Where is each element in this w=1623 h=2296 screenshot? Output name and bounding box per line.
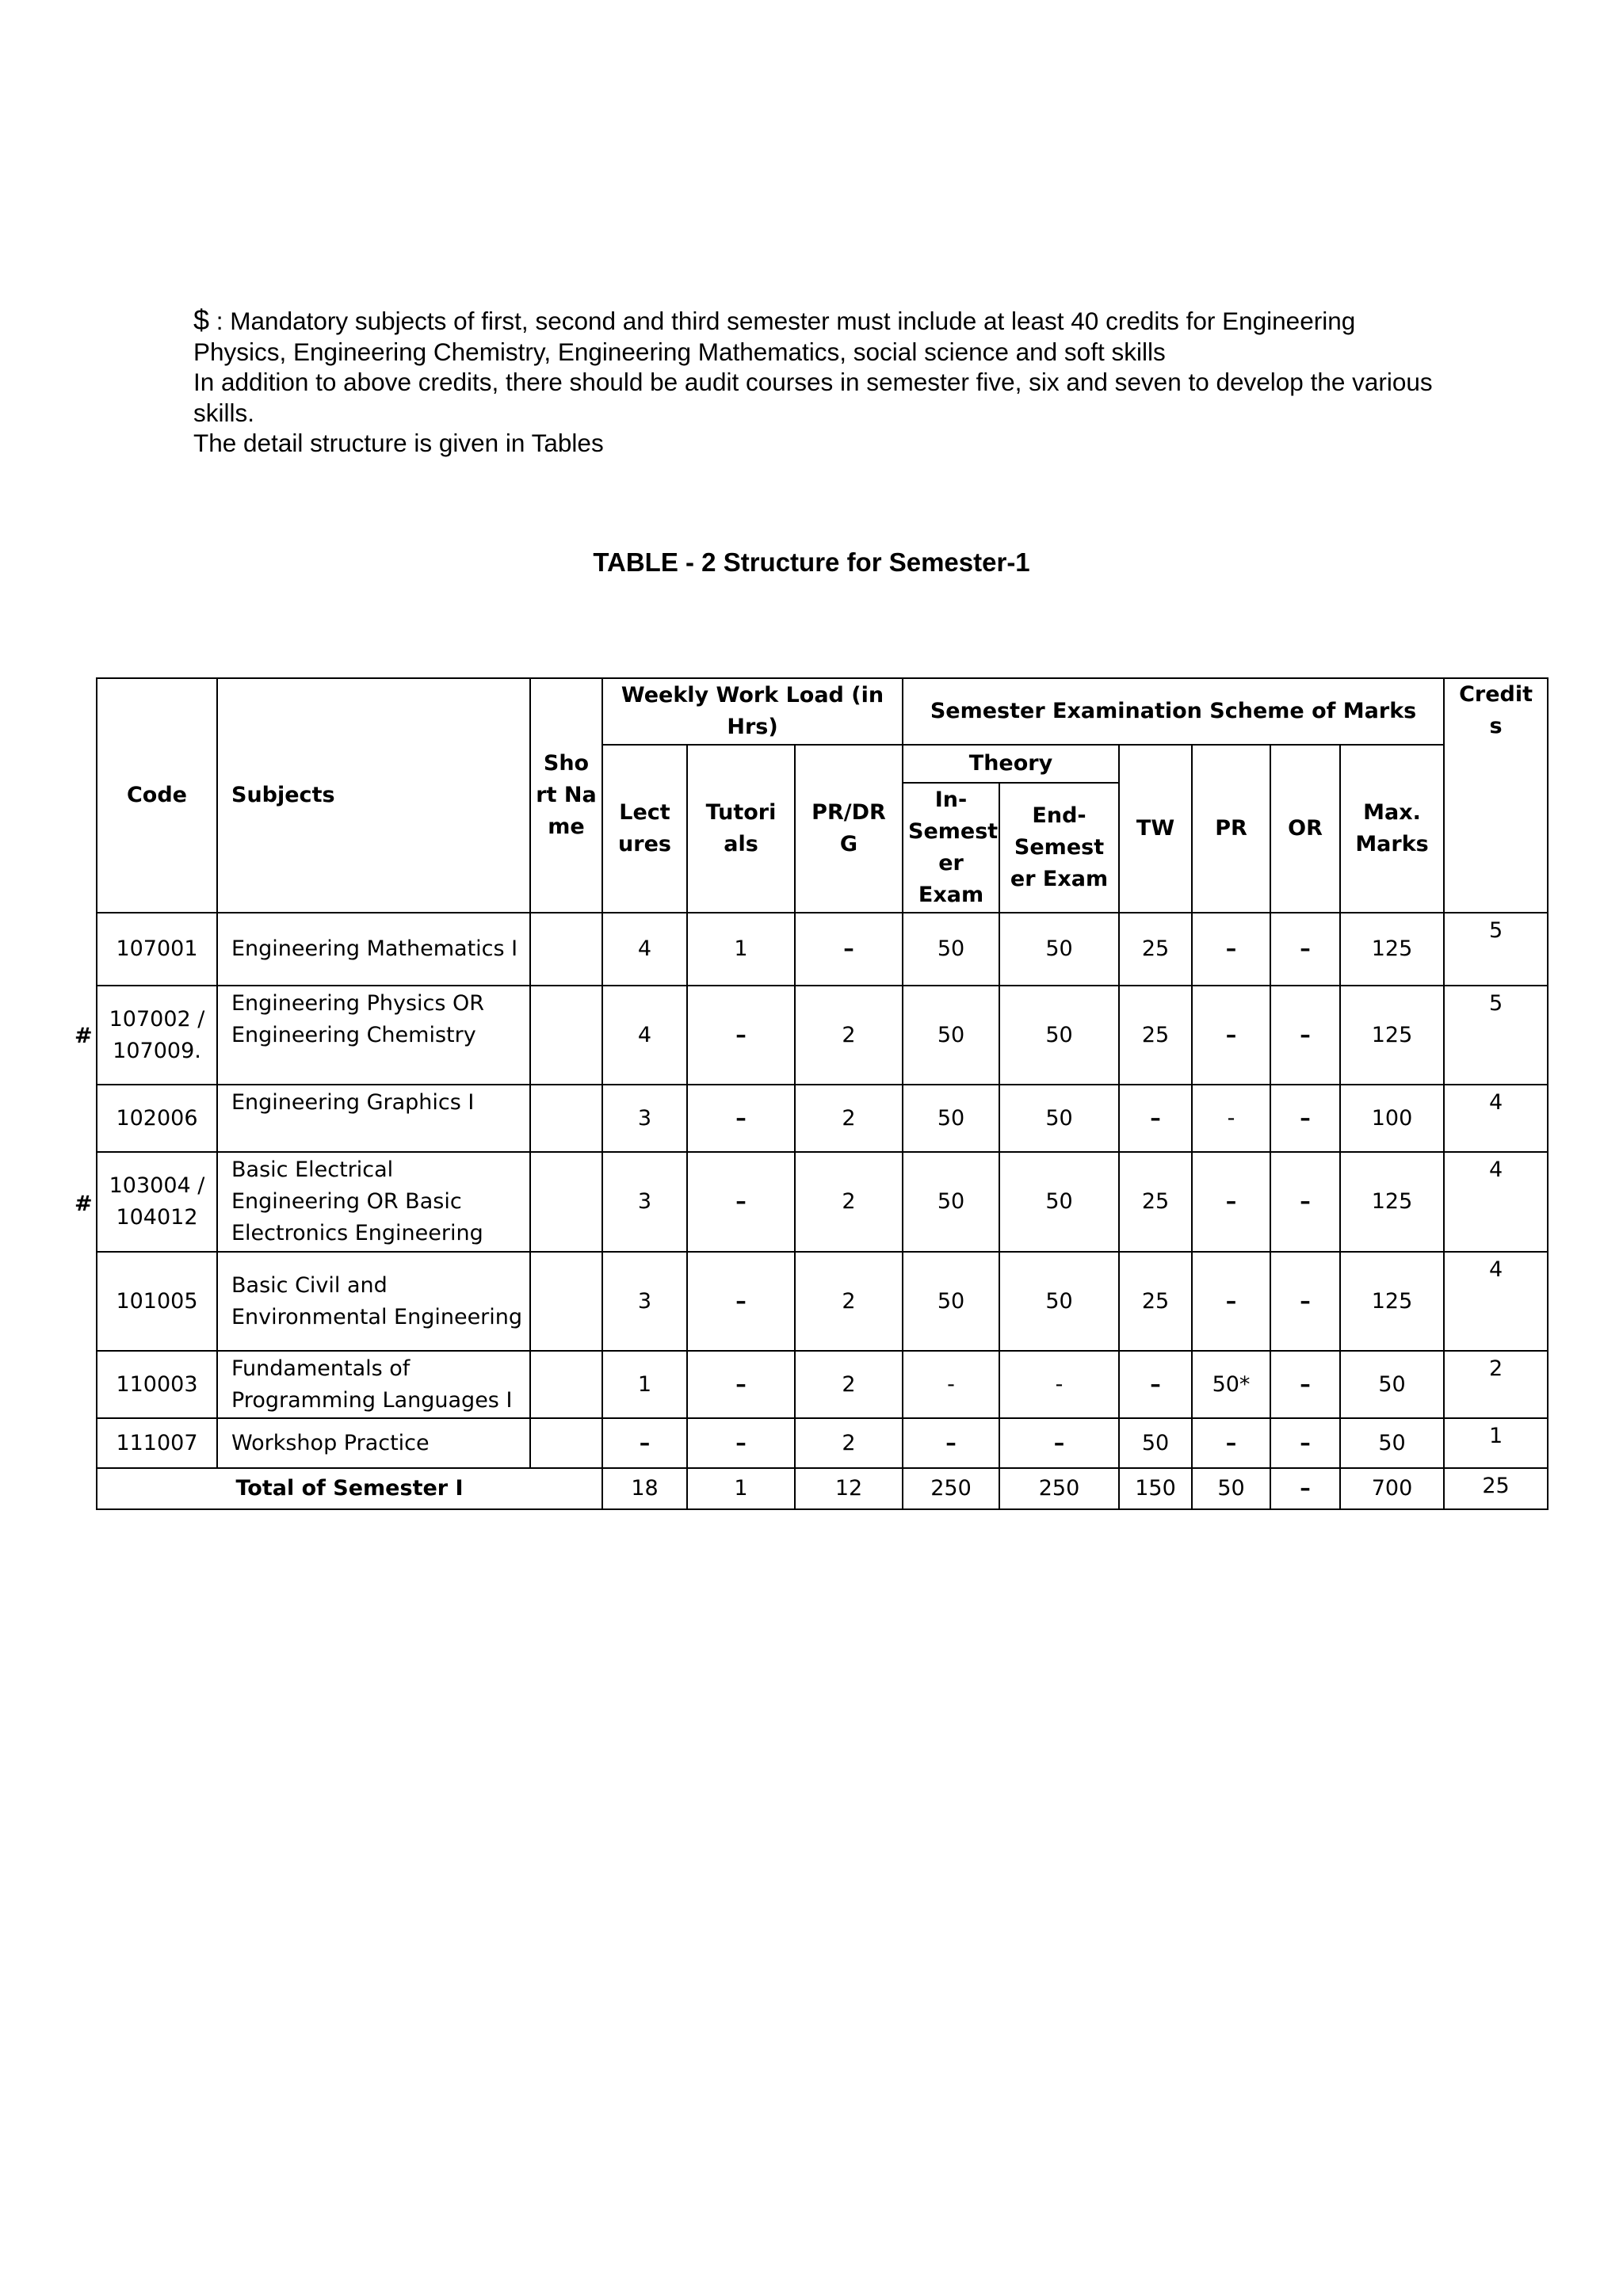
cell-pr-drg: 2	[795, 1085, 903, 1152]
header-or: OR	[1270, 745, 1340, 913]
cell-pr: 50*	[1192, 1351, 1270, 1418]
table-row	[97, 1152, 1548, 1252]
cell-tutorials: –	[687, 1152, 795, 1252]
cell-lectures: 3	[602, 1252, 687, 1351]
cell-tw: 50	[1119, 1418, 1192, 1468]
table-row	[97, 1085, 1548, 1152]
header-subjects: Subjects	[217, 678, 530, 913]
cell-or: –	[1270, 1351, 1340, 1418]
header-exam-scheme: Semester Examination Scheme of Marks	[903, 678, 1444, 745]
cell-tutorials: –	[687, 1418, 795, 1468]
cell-in-sem: 50	[903, 1152, 999, 1252]
cell-max-marks: 50	[1340, 1418, 1444, 1468]
intro-line-3: The detail structure is given in Tables	[193, 429, 604, 457]
total-or: –	[1270, 1468, 1340, 1509]
cell-pr-drg: 2	[795, 1152, 903, 1252]
cell-credits: 1	[1444, 1418, 1548, 1468]
cell-tw: 25	[1119, 1152, 1192, 1252]
cell-credits: 5	[1444, 986, 1548, 1085]
cell-end-sem: 50	[999, 1252, 1119, 1351]
cell-or: –	[1270, 913, 1340, 986]
dollar-sign: $	[193, 303, 210, 336]
cell-in-sem: -	[903, 1351, 999, 1418]
cell-credits: 5	[1444, 913, 1548, 986]
cell-tw: 25	[1119, 913, 1192, 986]
cell-credits: 4	[1444, 1085, 1548, 1152]
cell-credits: 2	[1444, 1351, 1548, 1418]
cell-lectures: 3	[602, 1085, 687, 1152]
cell-or: –	[1270, 1418, 1340, 1468]
intro-line-1	[193, 305, 1445, 367]
cell-max-marks: 100	[1340, 1085, 1444, 1152]
cell-lectures: –	[602, 1418, 687, 1468]
cell-code: 102006	[97, 1085, 217, 1152]
cell-lectures: 4	[602, 913, 687, 986]
cell-lectures: 4	[602, 986, 687, 1085]
cell-code: 103004 / 104012	[97, 1152, 217, 1252]
cell-pr-drg: 2	[795, 1351, 903, 1418]
row-mark-electrical: #	[74, 1192, 93, 1216]
table-row	[97, 1252, 1548, 1351]
cell-lectures: 1	[602, 1351, 687, 1418]
cell-subject: Engineering Graphics I	[217, 1085, 530, 1152]
cell-end-sem: –	[999, 1418, 1119, 1468]
cell-tw: –	[1119, 1085, 1192, 1152]
cell-tutorials: 1	[687, 913, 795, 986]
cell-or: –	[1270, 1152, 1340, 1252]
cell-pr: –	[1192, 1252, 1270, 1351]
cell-max-marks: 125	[1340, 986, 1444, 1085]
cell-short-name	[530, 1085, 602, 1152]
row-mark-physics: #	[74, 1024, 93, 1048]
cell-in-sem: 50	[903, 1252, 999, 1351]
cell-code: 101005	[97, 1252, 217, 1351]
total-label: Total of Semester I	[97, 1468, 602, 1509]
cell-tw: 25	[1119, 986, 1192, 1085]
cell-short-name	[530, 1418, 602, 1468]
intro-text	[193, 305, 1445, 459]
table-row	[97, 1418, 1548, 1468]
cell-end-sem: 50	[999, 986, 1119, 1085]
cell-code: 110003	[97, 1351, 217, 1418]
cell-pr-drg: 2	[795, 1418, 903, 1468]
cell-max-marks: 125	[1340, 1252, 1444, 1351]
header-lectures: Lect ures	[602, 745, 687, 913]
cell-max-marks: 125	[1340, 1152, 1444, 1252]
header-row-1	[97, 678, 1548, 745]
cell-subject: Engineering Mathematics I	[217, 913, 530, 986]
cell-pr-drg: –	[795, 913, 903, 986]
cell-code: 111007	[97, 1418, 217, 1468]
total-in-sem: 250	[903, 1468, 999, 1509]
cell-or: –	[1270, 1085, 1340, 1152]
cell-in-sem: –	[903, 1418, 999, 1468]
table-title: TABLE - 2 Structure for Semester-1	[593, 547, 1030, 577]
header-end-sem: End- Semest er Exam	[999, 783, 1119, 913]
total-tutorials: 1	[687, 1468, 795, 1509]
cell-tw: –	[1119, 1351, 1192, 1418]
total-tw: 150	[1119, 1468, 1192, 1509]
cell-or: –	[1270, 986, 1340, 1085]
cell-short-name	[530, 913, 602, 986]
total-max-marks: 700	[1340, 1468, 1444, 1509]
cell-short-name	[530, 1152, 602, 1252]
cell-tutorials: –	[687, 986, 795, 1085]
header-pr: PR	[1192, 745, 1270, 913]
total-credits: 25	[1444, 1468, 1548, 1509]
header-in-sem: In- Semest er Exam	[903, 783, 999, 913]
intro-line-2: In addition to above credits, there should be audit courses in semester five, six and seven to develop the various skills.	[193, 368, 1433, 427]
cell-in-sem: 50	[903, 986, 999, 1085]
cell-subject: Basic Electrical Engineering OR Basic Electronics Engineering	[217, 1152, 530, 1252]
total-pr: 50	[1192, 1468, 1270, 1509]
cell-pr: -	[1192, 1085, 1270, 1152]
header-short-name: Sho rt Na me	[530, 678, 602, 913]
cell-pr: –	[1192, 1152, 1270, 1252]
cell-end-sem: 50	[999, 1085, 1119, 1152]
cell-in-sem: 50	[903, 1085, 999, 1152]
header-theory: Theory	[903, 745, 1119, 783]
cell-tutorials: –	[687, 1351, 795, 1418]
cell-code: 107001	[97, 913, 217, 986]
cell-lectures: 3	[602, 1152, 687, 1252]
header-code: Code	[97, 678, 217, 913]
cell-pr: –	[1192, 913, 1270, 986]
cell-tw: 25	[1119, 1252, 1192, 1351]
total-pr-drg: 12	[795, 1468, 903, 1509]
cell-end-sem: -	[999, 1351, 1119, 1418]
header-pr-drg: PR/DR G	[795, 745, 903, 913]
cell-tutorials: –	[687, 1252, 795, 1351]
header-max-marks: Max. Marks	[1340, 745, 1444, 913]
cell-subject: Basic Civil and Environmental Engineering	[217, 1252, 530, 1351]
cell-short-name	[530, 986, 602, 1085]
table-row	[97, 986, 1548, 1085]
cell-end-sem: 50	[999, 1152, 1119, 1252]
cell-subject: Workshop Practice	[217, 1418, 530, 1468]
cell-credits: 4	[1444, 1152, 1548, 1252]
cell-subject: Engineering Physics OR Engineering Chemistry	[217, 986, 530, 1085]
cell-short-name	[530, 1252, 602, 1351]
cell-pr: –	[1192, 1418, 1270, 1468]
total-lectures: 18	[602, 1468, 687, 1509]
semester-structure-table	[96, 677, 1549, 1510]
header-credits: Credit s	[1444, 678, 1548, 913]
cell-code: 107002 / 107009.	[97, 986, 217, 1085]
table-row	[97, 913, 1548, 986]
cell-pr-drg: 2	[795, 986, 903, 1085]
cell-max-marks: 125	[1340, 913, 1444, 986]
cell-pr-drg: 2	[795, 1252, 903, 1351]
cell-or: –	[1270, 1252, 1340, 1351]
cell-pr: –	[1192, 986, 1270, 1085]
cell-tutorials: –	[687, 1085, 795, 1152]
cell-in-sem: 50	[903, 913, 999, 986]
cell-subject: Fundamentals of Programming Languages I	[217, 1351, 530, 1418]
header-tutorials: Tutori als	[687, 745, 795, 913]
table-row	[97, 1351, 1548, 1418]
cell-max-marks: 50	[1340, 1351, 1444, 1418]
header-tw: TW	[1119, 745, 1192, 913]
intro-line-1-text: : Mandatory subjects of first, second and third semester must include at least 40 credits for Engineering Physics, Engineering Chemistry, Engineering Mathematics, social science and soft skills	[193, 307, 1356, 366]
cell-end-sem: 50	[999, 913, 1119, 986]
total-end-sem: 250	[999, 1468, 1119, 1509]
cell-short-name	[530, 1351, 602, 1418]
total-row	[97, 1468, 1548, 1509]
cell-credits: 4	[1444, 1252, 1548, 1351]
header-weekly-workload: Weekly Work Load (in Hrs)	[602, 678, 903, 745]
